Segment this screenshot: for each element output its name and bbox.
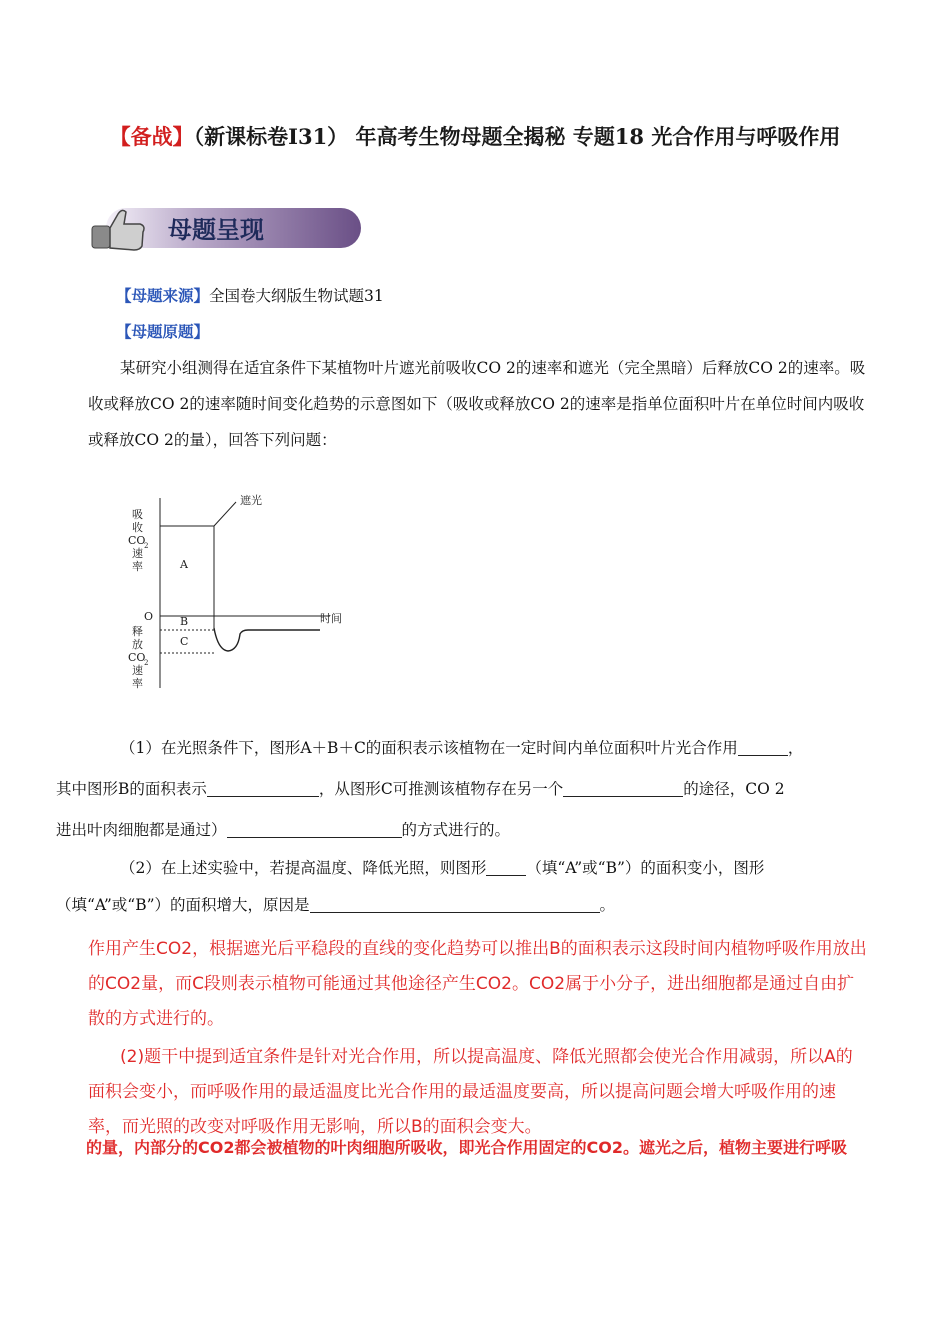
origin-label: O [144, 610, 154, 623]
question-1 [56, 728, 868, 851]
title-rest: （新课标卷Ⅰ31） 年高考生物母题全揭秘 专题18 光合作用与呼吸作用 [193, 124, 841, 149]
source-line [88, 278, 868, 314]
section-banner [88, 202, 363, 252]
q1-blank-1[interactable] [738, 737, 788, 756]
svg-text:收: 收 [132, 521, 143, 534]
svg-text:速: 速 [132, 547, 143, 560]
q2-part-b: （填“A”或“B”）的面积变小，图形 [526, 859, 765, 877]
q2-part-a: （2）在上述实验中，若提高温度、降低光照，则图形 [120, 859, 487, 877]
q2-blank-2[interactable] [310, 894, 600, 913]
answer-paragraph-1: 作用产生CO2，根据遮光后平稳段的直线的变化趋势可以推出B的面积表示这段时间内植物呼吸作用放出的CO2量，而C段则表示植物可能通过其他途径产生CO2。CO2属于小分子，进出细胞都是通过自由扩散的方式进行的。 [88, 939, 867, 1029]
svg-text:CO: CO [128, 651, 146, 664]
q1-part-g: 的方式进行的。 [401, 821, 511, 839]
co2-rate-figure [120, 488, 360, 698]
original-tag: 【母题原题】 [116, 322, 210, 341]
q1-part-e: 的途径，CO 2 [683, 780, 785, 798]
q1-blank-4[interactable] [227, 819, 402, 838]
q1-part-d: ，从图形C可推测该植物存在另一个 [318, 780, 564, 798]
svg-text:CO: CO [128, 534, 146, 547]
svg-text:率: 率 [132, 677, 143, 690]
answer-fragment: 的量，内部分的CO2都会被植物的叶肉细胞所吸收，即光合作用固定的CO2。遮光之后，植物主要进行呼吸 [86, 1138, 847, 1157]
svg-text:2: 2 [144, 659, 149, 667]
q1-part-f: 进出叶肉细胞都是通过） [56, 821, 227, 839]
question-stem: 某研究小组测得在适宜条件下某植物叶片遮光前吸收CO 2的速率和遮光（完全黑暗）后释放CO 2的速率。吸收或释放CO 2的速率随时间变化趋势的示意图如下（吸收或释放CO 2的速率是指单位面积叶片在单位时间内吸收或释放CO 2的量），回答下列问题： [88, 359, 866, 449]
svg-text:2: 2 [144, 542, 149, 550]
q1-part-a: （1）在光照条件下，图形A＋B＋C的面积表示该植物在一定时间内单位面积叶片光合作用 [120, 739, 738, 757]
svg-text:吸: 吸 [132, 508, 143, 521]
region-a-label: A [180, 558, 188, 571]
q1-blank-2[interactable] [207, 778, 319, 797]
region-b-label: B [180, 615, 189, 628]
source-tag: 【母题来源】 [116, 286, 210, 305]
title-prefix: 【备战】 [109, 124, 194, 149]
y-label-release [128, 625, 148, 690]
q2-part-d: 。 [599, 896, 616, 914]
region-c-label: C [180, 635, 189, 648]
q2-blank-1[interactable] [486, 857, 526, 876]
svg-text:率: 率 [132, 560, 143, 573]
q1-part-c: 其中图形B的面积表示 [56, 780, 207, 798]
q1-blank-3[interactable] [563, 778, 683, 797]
svg-text:速: 速 [132, 664, 143, 677]
page-title [90, 118, 860, 156]
svg-text:放: 放 [132, 638, 143, 651]
annotation-label: 遮光 [240, 494, 262, 507]
annotation-pointer [214, 502, 236, 526]
q1-part-b: ， [787, 739, 804, 757]
banner-text: 母题呈现 [168, 216, 264, 244]
original-line [88, 314, 868, 350]
release-curve [214, 628, 320, 651]
source-text: 全国卷大纲版生物试题31 [209, 287, 384, 305]
x-axis-label: 时间 [320, 612, 342, 625]
q2-part-c: （填“A”或“B”）的面积增大，原因是 [56, 896, 310, 914]
answer-paragraph-2: (2)题干中提到适宜条件是针对光合作用，所以提高温度、降低光照都会使光合作用减弱，所以A的面积会变小，而呼吸作用的最适温度比光合作用的最适温度要高，所以提高问题会增大呼吸作用的速率，而光照的改变对呼吸作用无影响，所以B的面积会变大。 [88, 1047, 853, 1137]
question-2 [56, 850, 868, 924]
svg-text:释: 释 [132, 625, 143, 638]
y-label-absorb [128, 508, 148, 573]
